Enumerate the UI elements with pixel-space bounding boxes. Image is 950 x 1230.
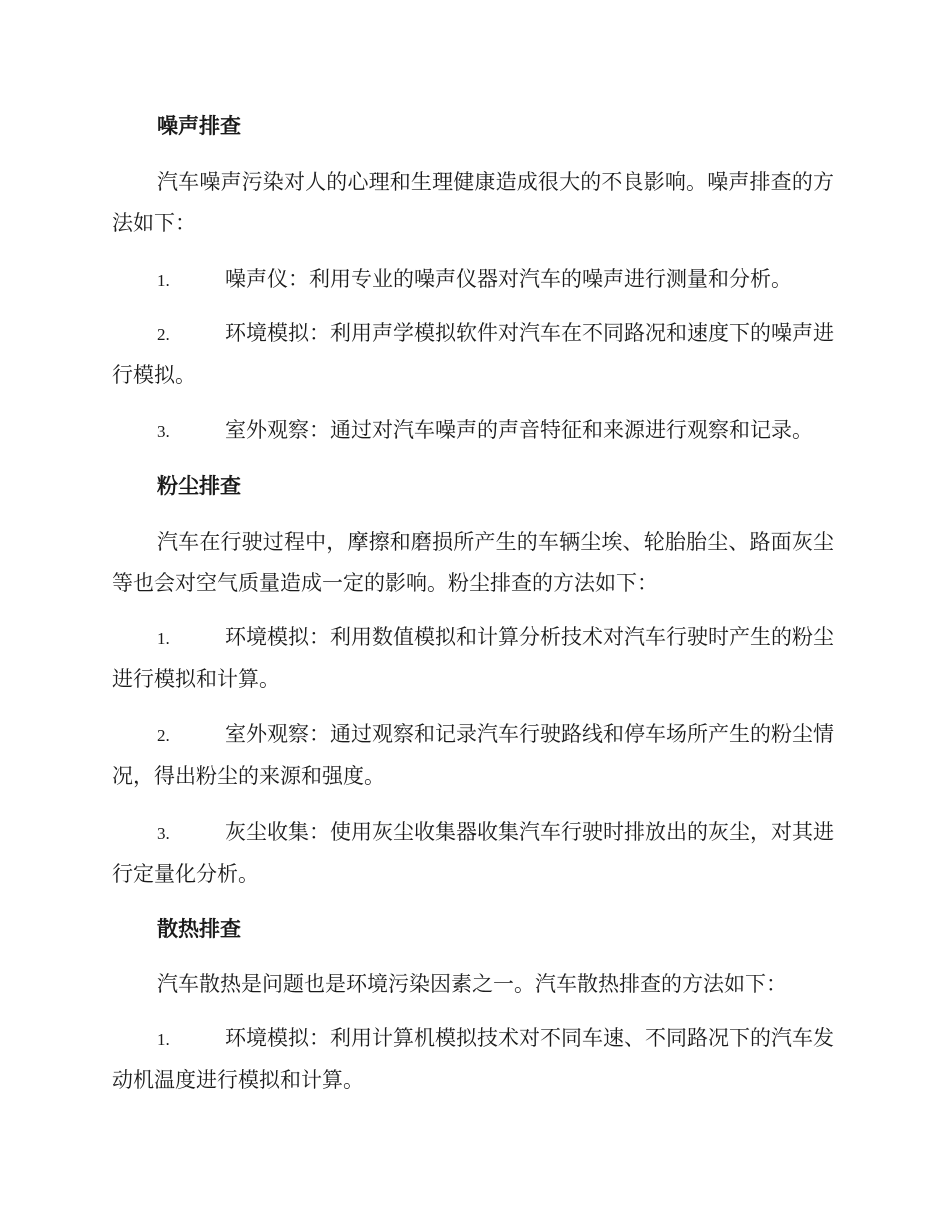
list-item: [112, 313, 834, 396]
list-item-number: 3.: [157, 824, 170, 843]
list-item: [112, 1018, 834, 1101]
list-item-text: 室外观察：通过对汽车噪声的声音特征和来源进行观察和记录。: [225, 418, 813, 442]
list-item-number: 1.: [157, 271, 170, 290]
section-heading-noise: 噪声排查: [157, 114, 241, 138]
list-item-number: 2.: [157, 726, 170, 745]
list-item-text: 环境模拟：利用声学模拟软件对汽车在不同路况和速度下的噪声进行模拟。: [112, 321, 834, 387]
list-item-text: 噪声仪：利用专业的噪声仪器对汽车的噪声进行测量和分析。: [225, 267, 792, 291]
list-item: [112, 714, 834, 797]
section-intro-noise: 汽车噪声污染对人的心理和生理健康造成很大的不良影响。噪声排查的方法如下：: [112, 170, 834, 235]
list-item: [112, 259, 834, 301]
list-item-number: 2.: [157, 325, 170, 344]
list-item-text: 环境模拟：利用数值模拟和计算分析技术对汽车行驶时产生的粉尘进行模拟和计算。: [112, 625, 834, 691]
list-item: [112, 410, 834, 452]
section-intro-heat: 汽车散热是问题也是环境污染因素之一。汽车散热排查的方法如下：: [157, 972, 787, 996]
list-item-number: 3.: [157, 422, 170, 441]
list-item-number: 1.: [157, 1030, 170, 1049]
list-item-text: 灰尘收集：使用灰尘收集器收集汽车行驶时排放出的灰尘，对其进行定量化分析。: [112, 820, 834, 886]
section-heading-dust: 粉尘排查: [157, 474, 241, 498]
list-item: [112, 812, 834, 895]
list-item: [112, 617, 834, 700]
section-intro-dust: 汽车在行驶过程中，摩擦和磨损所产生的车辆尘埃、轮胎胎尘、路面灰尘等也会对空气质量造成一定的影响。粉尘排查的方法如下：: [112, 530, 834, 595]
list-item-text: 室外观察：通过观察和记录汽车行驶路线和停车场所产生的粉尘情况，得出粉尘的来源和强度。: [112, 722, 834, 788]
list-item-number: 1.: [157, 629, 170, 648]
section-heading-heat: 散热排查: [157, 917, 241, 941]
list-item-text: 环境模拟：利用计算机模拟技术对不同车速、不同路况下的汽车发动机温度进行模拟和计算。: [112, 1026, 834, 1092]
